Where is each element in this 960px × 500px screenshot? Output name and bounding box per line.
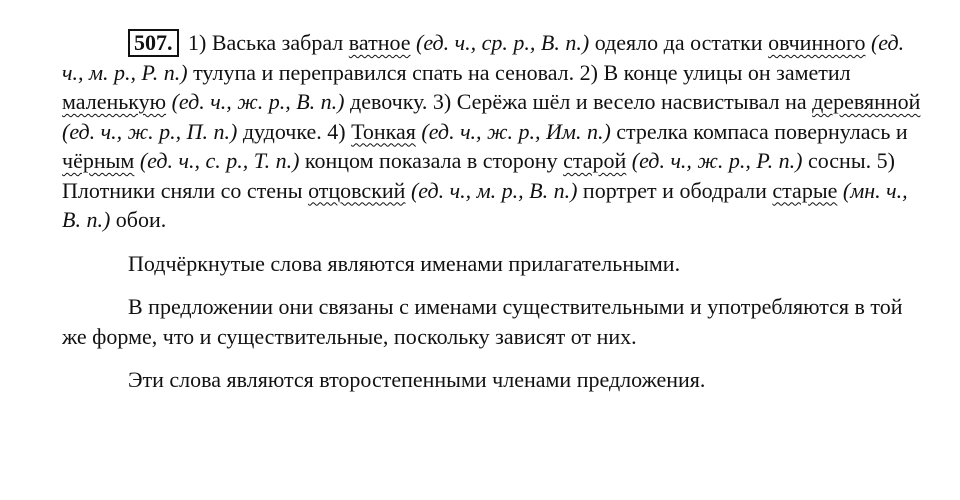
exercise-number: 507. bbox=[128, 29, 179, 57]
adjective-underlined: овчинного bbox=[768, 30, 866, 55]
adjective-underlined: деревянной bbox=[812, 89, 921, 114]
adjective-underlined: старые bbox=[772, 177, 838, 203]
sentence-text: девочку. bbox=[344, 89, 428, 114]
adjective-underlined: чёрным bbox=[62, 148, 135, 173]
grammar-note: (ед. ч., м. р., Р. п.) bbox=[62, 30, 905, 85]
sentence-text: 1) Васька забрал bbox=[188, 30, 349, 55]
sentence-text: сосны. bbox=[802, 148, 872, 173]
answer-paragraph-2: В предложении они связаны с именами существительными и употребляются в той же форме, что и существительные, поскольку зависят от них. bbox=[62, 294, 903, 349]
grammar-note: (ед. ч., ж. р., В. п.) bbox=[171, 89, 345, 114]
grammar-note: (ед. ч., м. р., В. п.) bbox=[410, 177, 578, 203]
grammar-note: (мн. ч., В. п.) bbox=[62, 177, 908, 232]
sentence-text: одеяло да остатки bbox=[589, 30, 769, 55]
sentence-text: дудочке. bbox=[237, 118, 322, 144]
exercise-paragraph bbox=[62, 28, 922, 235]
sentence-text: 5) Плотники сняли со стены bbox=[62, 148, 895, 203]
adjective-underlined: ватное bbox=[348, 30, 411, 55]
grammar-note: (ед. ч., ж. р., П. п.) bbox=[62, 118, 238, 144]
exercise-page bbox=[62, 28, 922, 395]
adjective-underlined: маленькую bbox=[62, 89, 167, 114]
grammar-note: (ед. ч., ср. р., В. п.) bbox=[416, 30, 590, 55]
answer-paragraph-1: Подчёркнутые слова являются именами прилагательными. bbox=[128, 250, 681, 276]
sentence-text: концом показала в сторону bbox=[299, 148, 564, 173]
grammar-note: (ед. ч., ж. р., Им. п.) bbox=[421, 118, 611, 144]
sentence-text: стрелка компаса повернулась и bbox=[610, 118, 908, 144]
sentence-text: 2) В конце улицы он заметил bbox=[574, 59, 851, 85]
adjective-underlined: старой bbox=[563, 148, 627, 173]
grammar-note: (ед. ч., с. р., Т. п.) bbox=[139, 148, 300, 173]
sentence-text: 3) Серёжа шёл и весело насвистывал на bbox=[427, 89, 813, 114]
answer-paragraph-3: Эти слова являются второстепенными членами предложения. bbox=[128, 367, 706, 392]
sentence-text: тулупа и переправился спать на сеновал. bbox=[187, 59, 575, 85]
sentence-text: обои. bbox=[110, 207, 167, 232]
adjective-underlined: Тонкая bbox=[351, 118, 416, 144]
sentence-text: портрет и ободрали bbox=[577, 177, 773, 203]
grammar-note: (ед. ч., ж. р., Р. п.) bbox=[631, 148, 803, 173]
adjective-underlined: отцовский bbox=[308, 177, 406, 203]
sentence-text: 4) bbox=[321, 118, 352, 144]
